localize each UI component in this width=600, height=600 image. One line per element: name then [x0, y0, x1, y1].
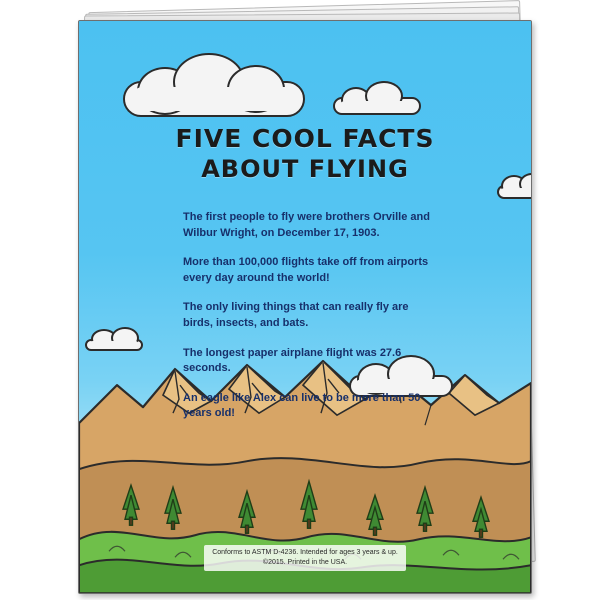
fact-item: The only living things that can really fly are birds, insects, and bats.	[183, 301, 409, 330]
fact-item: The first people to fly were brothers Orville and Wilbur Wright, on December 17, 1903.	[183, 211, 430, 239]
fact-item: More than 100,000 flights take off from airports every day around the world!	[183, 256, 429, 284]
fact-item: An eagle like Alex can live to be more than 50 years old!	[183, 391, 421, 420]
cover-title-line-2: ABOUT FLYING	[201, 155, 409, 184]
cover-title-line-1: FIVE COOL FACTS	[175, 124, 435, 153]
fact-item: The longest paper airplane flight was 27.6 seconds.	[183, 346, 402, 375]
cloud-large-icon	[119, 51, 309, 121]
cover-title	[79, 123, 531, 184]
legal-notice	[79, 545, 531, 571]
facts-list	[183, 199, 439, 436]
cloud-small-left-icon	[85, 327, 145, 353]
booklet-cover	[78, 20, 532, 594]
legal-line-1: Conforms to ASTM D-4236. Intended for ages 3 years & up.	[212, 548, 398, 556]
cloud-small-right-icon	[331, 81, 423, 117]
legal-line-2: ©2015. Printed in the USA.	[262, 558, 348, 566]
